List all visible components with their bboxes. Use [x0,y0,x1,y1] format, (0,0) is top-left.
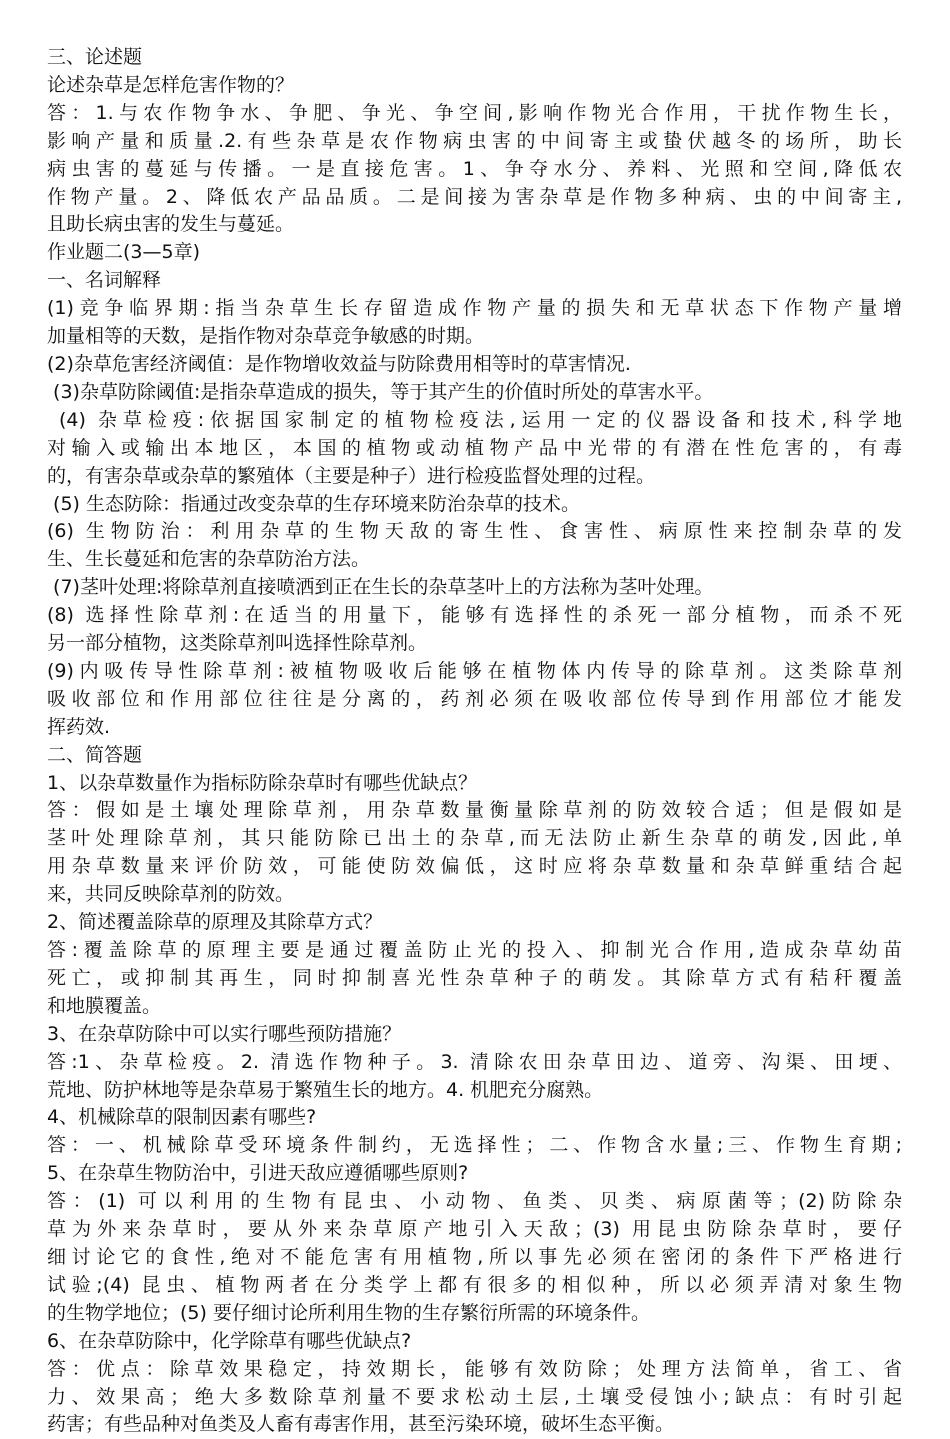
text-line: 答:覆盖除草的原理主要是通过覆盖防止光的投入、抑制光合作用,造成杂草幼苗 [47,939,902,961]
text-line: 另一部分植物，这类除草剂叫选择性除草剂。 [47,632,428,655]
text-line: 答:1、杂草检疫。2. 清选作物种子。3. 清除农田杂草田边、道旁、沟渠、田埂、 [47,1050,902,1073]
text-line: 生、生长蔓延和危害的杂草防治方法。 [47,548,371,571]
text-line: 6、在杂草防除中，化学除草有哪些优缺点? [47,1329,412,1352]
text-line: 挥药效. [47,715,111,738]
text-line: 荒地、防护林地等是杂草易于繁殖生长的地方。4. 机肥充分腐熟。 [47,1078,604,1101]
text-line: 作业题二(3—5章) [47,241,201,264]
text-line: (2)杂草危害经济阈值：是作物增收效益与防除费用相等时的草害情况. [47,352,631,375]
text-line: (8) 选择性除草剂:在适当的用量下，能够有选择性的杀死一部分植物，而杀不死 [47,604,902,627]
text-line: 死亡，或抑制其再生，同时抑制喜光性杂草种子的萌发。其除草方式有秸秆覆盖 [47,966,902,989]
text-line: 答：优点：除草效果稳定，持效期长，能够有效防除；处理方法简单，省工、省 [47,1357,902,1380]
text-line: 答：1.与农作物争水、争肥、争光、争空间,影响作物光合作用，干扰作物生长， [47,101,902,124]
text-line: 和地膜覆盖。 [47,994,162,1017]
document-body [47,44,902,1439]
text-line: (6) 生物防治：利用杂草的生物天敌的寄生性、食害性、病原性来控制杂草的发 [47,520,902,543]
text-line: 1、以杂草数量作为指标防除杂草时有哪些优缺点？ [47,771,478,794]
text-line: 二、简答题 [47,743,143,766]
text-line: 加量相等的天数，是指作物对杂草竞争敏感的时期。 [47,325,485,348]
text-line: 来，共同反映除草剂的防效。 [47,883,295,906]
text-line: 论述杂草是怎样危害作物的？ [47,73,295,96]
text-line: 答：(1) 可以利用的生物有昆虫、小动物、鱼类、贝类、病原菌等；(2)防除杂 [47,1190,902,1213]
text-line: 的，有害杂草或杂草的繁殖体（主要是种子）进行检疫监督处理的过程。 [47,464,656,487]
text-line: 4、机械除草的限制因素有哪些? [47,1106,317,1129]
text-line: 茎叶处理除草剂，其只能防除已出土的杂草,而无法防止新生杂草的萌发,因此,单 [47,827,902,850]
text-line: 吸收部位和作用部位往往是分离的，药剂必须在吸收部位传导到作用部位才能发 [47,687,902,710]
text-line: (9)内吸传导性除草剂:被植物吸收后能够在植物体内传导的除草剂。这类除草剂 [47,659,902,682]
text-line: 且助长病虫害的发生与蔓延。 [47,213,295,236]
text-line: (7)茎叶处理:将除草剂直接喷洒到正在生长的杂草茎叶上的方法称为茎叶处理。 [47,576,714,599]
text-line: 对输入或输出本地区，本国的植物或动植物产品中光带的有潜在性危害的，有毒 [47,436,902,459]
text-line: 三、论述题 [47,46,143,68]
text-line: 病虫害的蔓延与传播。一是直接危害。1、争夺水分、养料、光照和空间,降低农 [47,157,902,180]
text-line: 力、效果高；绝大多数除草剂量不要求松动土层,土壤受侵蚀小;缺点：有时引起 [47,1385,902,1408]
text-line: (1)竞争临界期:指当杂草生长存留造成作物产量的损失和无草状态下作物产量增 [47,297,902,320]
text-line: 试验;(4) 昆虫、植物两者在分类学上都有很多的相似种，所以必须弄清对象生物 [47,1273,902,1296]
text-line: 2、简述覆盖除草的原理及其除草方式？ [47,911,383,934]
text-line: (4) 杂草检疫:依据国家制定的植物检疫法,运用一定的仪器设备和技术,科学地 [47,408,902,431]
text-line: 药害；有些品种对鱼类及人畜有毒害作用，甚至污染环境，破坏生态平衡。 [47,1413,675,1436]
text-line: 作物产量。2、降低农产品品质。二是间接为害杂草是作物多种病、虫的中间寄主, [47,185,902,208]
text-line: 影响产量和质量.2.有些杂草是农作物病虫害的中间寄主或蛰伏越冬的场所，助长 [47,129,902,152]
text-line: 用杂草数量来评价防效，可能使防效偏低，这时应将杂草数量和杂草鲜重结合起 [47,855,902,878]
text-line: 5、在杂草生物防治中，引进天敌应遵循哪些原则? [47,1162,469,1185]
text-line: (5) 生态防除：指通过改变杂草的生存环境来防治杂草的技术。 [47,492,580,515]
text-line: 一、名词解释 [47,269,162,292]
text-line: 细讨论它的食性,绝对不能危害有用植物,所以事先必须在密闭的条件下严格进行 [47,1245,902,1268]
text-line: (3)杂草防除阈值:是指杂草造成的损失，等于其产生的价值时所处的草害水平。 [47,380,714,403]
text-line: 答：假如是土壤处理除草剂，用杂草数量衡量除草剂的防效较合适；但是假如是 [47,799,902,822]
text-line: 3、在杂草防除中可以实行哪些预防措施？ [47,1022,402,1045]
text-line: 的生物学地位；(5) 要仔细讨论所利用生物的生存繁衍所需的环境条件。 [47,1301,650,1324]
text-line: 答：一、机械除草受环境条件制约，无选择性；二、作物含水量;三、作物生育期; [47,1134,902,1157]
text-line: 草为外来杂草时，要从外来杂草原产地引入天敌；(3) 用昆虫防除杂草时，要仔 [47,1218,902,1241]
